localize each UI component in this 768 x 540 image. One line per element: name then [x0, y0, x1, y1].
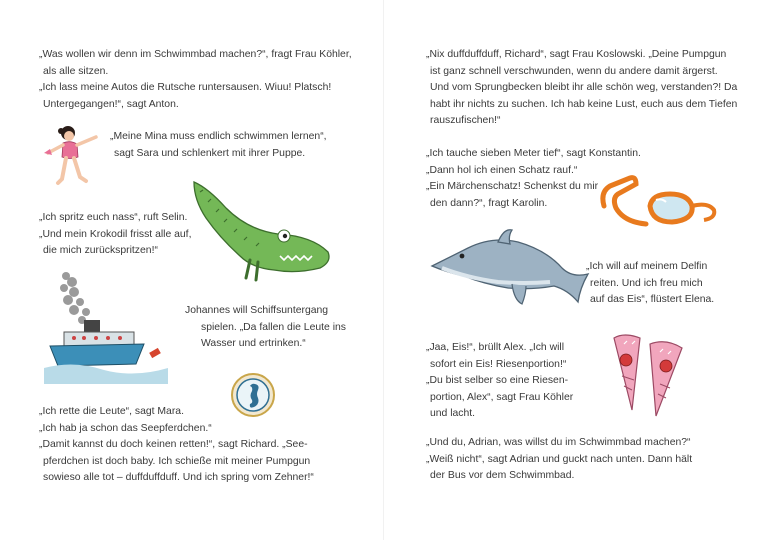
text-line: „Und du, Adrian, was willst du im Schwimmbad machen?“: [426, 437, 691, 448]
text-line: als alle sitzen.: [43, 65, 109, 77]
paragraph-adrian: [426, 435, 692, 485]
text-line: portion, Alex“, sagt Frau Köhler: [430, 391, 574, 403]
text-line: reiten. Und ich freu mich: [590, 277, 703, 289]
text-line: den dann?“, fragt Karolin.: [430, 197, 548, 209]
text-line: „Ein Märchenschatz! Schenkst du mir: [426, 181, 599, 192]
text-line: „Weiß nicht“, sagt Adrian und guckt nach unten. Dann hält: [426, 453, 693, 465]
paragraph-frau-koehler-question: [39, 47, 352, 113]
paragraph-frau-koslowski: [426, 47, 737, 130]
text-line: „Und mein Krokodil frisst alle auf,: [39, 228, 192, 240]
text-line: Wasser und ertrinken.“: [201, 338, 306, 349]
text-line: Und vom Sprungbecken bleibt ihr alle schön weg, verstanden?! Da: [430, 82, 738, 93]
text-line: ist ganz schnell verschwunden, wenn du andere damit ärgerst.: [430, 65, 718, 77]
text-line: „Ich will auf meinem Delfin: [586, 261, 708, 272]
text-line: habt ihr nichts zu suchen. Ich hab keine Lust, euch aus dem Tiefen: [430, 98, 738, 110]
text-line: „Dann hol ich einen Schatz rauf.“: [426, 164, 578, 176]
text-line: die mich zurückspritzen!“: [43, 245, 158, 256]
text-line: „Ich tauche sieben Meter tief“, sagt Konstantin.: [426, 148, 641, 159]
text-line: „Damit kannst du doch keinen retten!“, sagt Richard. „See-: [39, 439, 308, 450]
text-line: „Du bist selber so eine Riesen-: [426, 375, 569, 386]
text-line: auf das Eis“, flüstert Elena.: [590, 294, 715, 305]
text-line: Untergegangen!“, sagt Anton.: [43, 98, 179, 110]
sinking-ship-illustration: [44, 268, 168, 384]
right-page: [384, 0, 768, 540]
dolphin-illustration: [428, 228, 590, 314]
paragraph-johannes: [185, 303, 346, 353]
text-line: „Ich spritz euch nass“, ruft Selin.: [39, 212, 188, 223]
text-line: „Was wollen wir denn im Schwimmbad machen?“, fragt Frau Köhler,: [39, 49, 352, 60]
text-line: und lacht.: [430, 408, 476, 419]
text-line: „Ich lass meine Autos die Rutsche runtersausen. Wiuu! Platsch!: [39, 82, 332, 93]
text-line: „Ich rette die Leute“, sagt Mara.: [39, 406, 184, 417]
text-line: rauszufischen!“: [430, 115, 501, 126]
paragraph-alex: [426, 340, 573, 423]
text-line: der Bus vor dem Schwimmbad.: [430, 470, 575, 481]
snorkel-mask-illustration: [596, 172, 720, 232]
text-line: sowieso alle tot – duffduffduff. Und ich spring vom Zehner!“: [43, 472, 314, 483]
text-line: „Jaa, Eis!“, brüllt Alex. „Ich will: [426, 342, 565, 353]
text-line: sagt Sara und schlenkert mit ihrer Puppe.: [114, 147, 306, 159]
text-line: pferdchen ist doch baby. Ich schieße mit meiner Pumpgun: [43, 455, 311, 467]
girl-with-doll-illustration: [40, 123, 102, 191]
text-line: „Ich hab ja schon das Seepferdchen.“: [39, 422, 212, 434]
green-crocodile-illustration: [186, 178, 336, 283]
text-line: spielen. „Da fallen die Leute ins: [201, 321, 346, 333]
paragraph-sara: [110, 129, 327, 162]
text-line: sofort ein Eis! Riesenportion!“: [430, 358, 567, 370]
text-line: „Meine Mina muss endlich schwimmen lernen“,: [110, 131, 327, 142]
text-line: „Nix duffduffduff, Richard“, sagt Frau Koslowski. „Deine Pumpgun: [426, 49, 727, 60]
text-line: Johannes will Schiffsuntergang: [185, 305, 329, 316]
paragraph-mara-richard: [39, 404, 314, 487]
paragraph-selin: [39, 210, 191, 260]
paragraph-elena: [586, 259, 714, 309]
ice-cream-cones-illustration: [610, 330, 690, 420]
